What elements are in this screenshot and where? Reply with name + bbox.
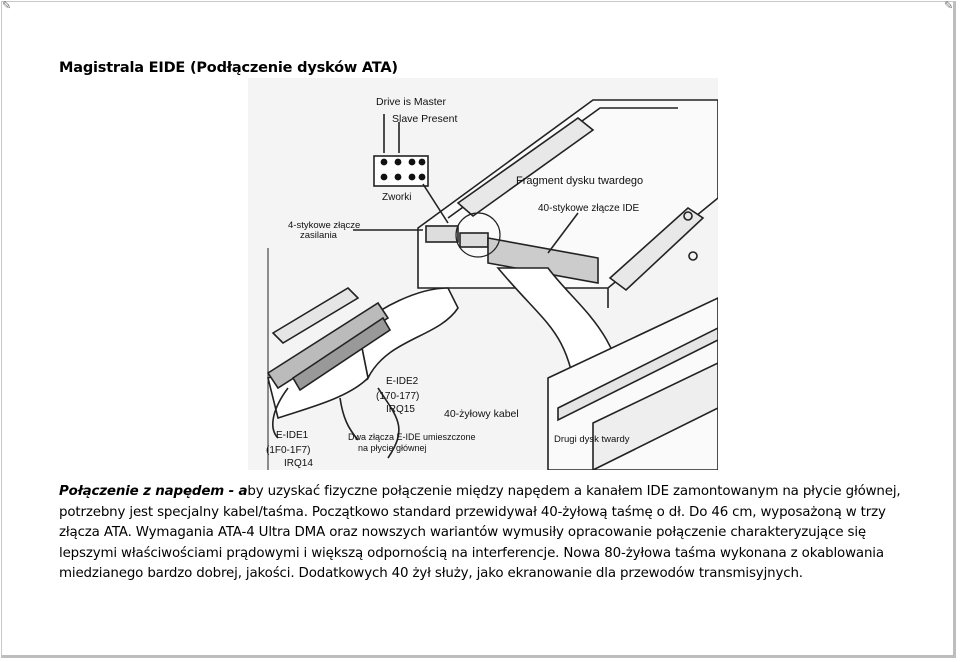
label-dwa-zlacza-2: na płycie głównej — [358, 443, 427, 453]
label-eide1-3: IRQ14 — [284, 458, 313, 469]
label-eide1-2: (1F0-1F7) — [266, 445, 311, 456]
label-eide2-3: IRQ15 — [386, 404, 415, 415]
page-title: Magistrala EIDE (Podłączenie dysków ATA) — [59, 60, 398, 76]
label-drugi-dysk: Drugi dysk twardy — [554, 434, 630, 445]
label-dwa-zlacza-1: Dwa złącza E-IDE umieszczone — [348, 432, 476, 442]
label-eide2-1: E-IDE2 — [386, 376, 419, 387]
lead-bold: Połączenie z napędem - a — [59, 484, 248, 499]
label-drive-is-master: Drive is Master — [376, 96, 447, 108]
label-fragment-dysku: Fragment dysku twardego — [516, 175, 644, 187]
label-slave-present: Slave Present — [392, 113, 458, 125]
ide-diagram — [248, 78, 718, 470]
label-zlacze-zasilania-1: 4-stykowe złącze — [288, 220, 361, 231]
label-zworki: Zworki — [382, 192, 412, 203]
label-eide1-1: E-IDE1 — [276, 430, 309, 441]
label-kabel-40: 40-żyłowy kabel — [444, 408, 519, 420]
corner-mark-right: ✎ — [944, 0, 954, 12]
label-eide2-2: (170-177) — [376, 391, 420, 402]
label-zlacze-zasilania-2: zasilania — [300, 230, 337, 241]
body-paragraph — [59, 482, 909, 585]
body-text: by uzyskać fizyczne połączenie między napędem a kanałem IDE zamontowanym na płycie głównej, potrzebny jest specjalny kabel/taśma. Początkowo standard przewidywał 40-żyłową taśmę o dł. Do 46 cm, wyposażoną w trzy złącza ATA. Wymagania ATA-4 Ultra DMA oraz nowszych wariantów wymusiły opracowanie połączenie charakteryzujące się lepszymi właściwościami prądowymi i większą odpornością na interferencje. Nowa 80-żyłowa taśma wykonana z okablowania miedzianego bardzo dobrej, jakości. Dodatkowych 40 żył służy, jako ekranowanie dla przewodów transmisyjnych. — [59, 484, 901, 582]
label-zlacze-ide-40: 40-stykowe złącze IDE — [538, 203, 640, 214]
ide-connection-figure — [248, 78, 718, 470]
corner-mark-left: ✎ — [2, 0, 12, 12]
